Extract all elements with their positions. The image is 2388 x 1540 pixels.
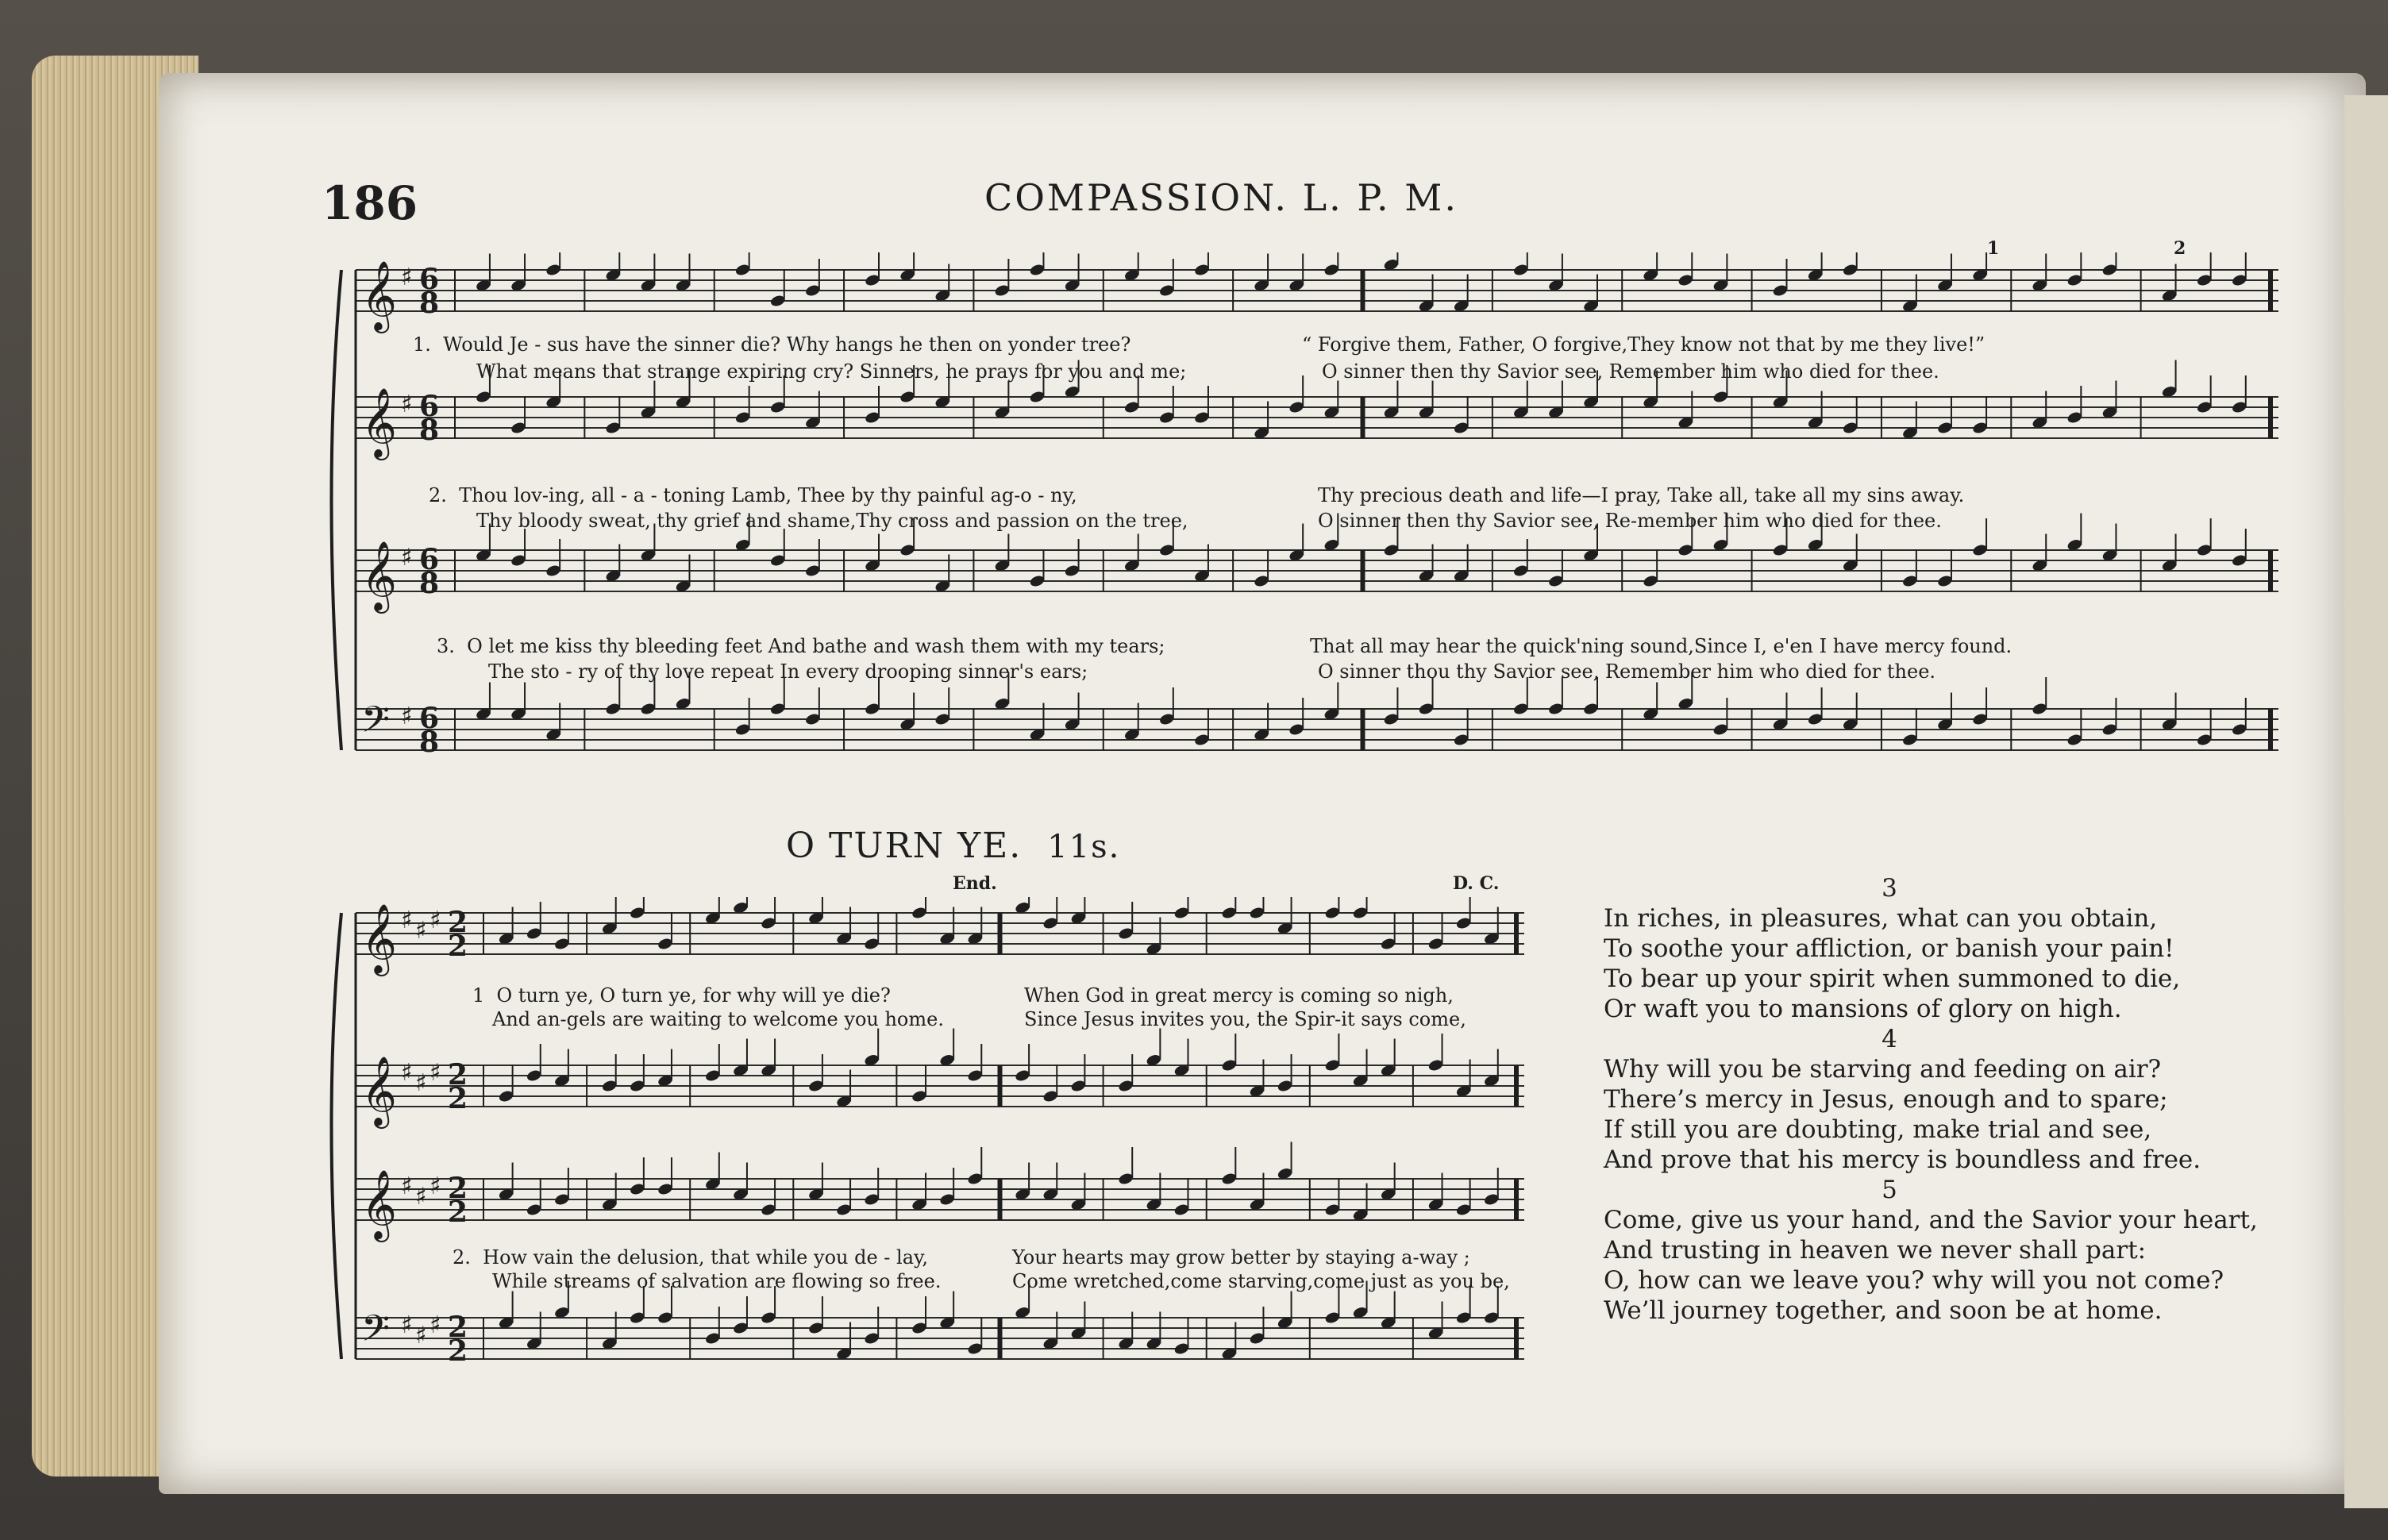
time-signature-bottom: 8	[419, 567, 440, 600]
time-signature-top: 2	[448, 1311, 468, 1344]
verse3-line1-b: That all may hear the quick'ning sound,Since I, e'en I have mercy found.	[1310, 635, 2012, 657]
sharp-icon: ♯	[401, 907, 413, 934]
sharp-icon: ♯	[401, 703, 413, 730]
music-staff	[356, 897, 1524, 976]
time-signature-bottom: 2	[448, 1334, 468, 1368]
time-signature-top: 6	[419, 390, 440, 423]
lyric-text: O turn ye, O turn ye, for why will ye die?	[496, 984, 891, 1007]
music-staff	[356, 672, 2278, 760]
verse-line: And trusting in heaven we never shall part:	[1604, 1236, 2147, 1265]
first-ending-mark: 1	[1987, 238, 2000, 259]
verse-line: We’ll journey together, and soon be at home.	[1604, 1296, 2163, 1325]
lyric-text: Would Je - sus have the sinner die? Why hangs he then on yonder tree?	[443, 333, 1131, 356]
time-signature-top: 2	[448, 906, 468, 939]
verse1-line1-b: “ Forgive them, Father, O forgive,They know not that by me they live!”	[1302, 333, 1986, 356]
verse-line: To soothe your affliction, or banish your pain!	[1604, 934, 2174, 963]
verse-number: 1.	[413, 333, 431, 356]
sharp-icon: ♯	[429, 1172, 441, 1200]
verse2-line2-a: Thy bloody sweat, thy grief and shame,Thy cross and passion on the tree,	[476, 510, 1188, 532]
dc-mark: D. C.	[1453, 873, 1500, 894]
music-staff	[356, 252, 2278, 333]
system-brace	[332, 913, 342, 1359]
verse-line: Why will you be starving and feeding on air?	[1604, 1055, 2162, 1084]
system-brace	[332, 270, 342, 750]
sharp-icon: ♯	[415, 1069, 427, 1097]
verse-number: 4	[1882, 1025, 1897, 1053]
verse-number: 5	[1882, 1176, 1897, 1204]
verse-line: To bear up your spirit when summoned to die,	[1604, 964, 2181, 993]
verse-number: 2.	[429, 484, 447, 506]
tune-title-compassion: COMPASSION. L. P. M.	[984, 176, 1458, 219]
treble-clef-icon: 𝄞	[361, 260, 397, 330]
verse-line: Come, give us your hand, and the Savior your heart,	[1604, 1206, 2258, 1234]
treble-clef-icon: 𝄞	[361, 387, 397, 457]
verse-line: O, how can we leave you? why will you not come?	[1604, 1266, 2224, 1295]
sharp-icon: ♯	[401, 544, 413, 572]
tune-name: O TURN YE.	[786, 826, 1023, 866]
bass-clef-icon: 𝄢	[361, 699, 391, 750]
treble-clef-icon: 𝄞	[361, 903, 397, 973]
verse1-line2-a: What means that strange expiring cry? Sinners, he prays for you and me;	[476, 360, 1187, 383]
lyric-text: O let me kiss thy bleeding feet And bathe and wash them with my tears;	[467, 635, 1165, 657]
verse3-line1-a	[437, 635, 1165, 657]
treble-clef-icon: 𝄞	[361, 1055, 397, 1126]
time-signature-top: 6	[419, 263, 440, 296]
time-signature-bottom: 8	[419, 726, 440, 759]
lyric-text: Thou lov-ing, all - a - toning Lamb, Thee by thy painful ag-o - ny,	[459, 484, 1077, 506]
verse-line: And prove that his mercy is boundless and free.	[1604, 1145, 2201, 1174]
time-signature-bottom: 2	[448, 1082, 468, 1115]
sharp-icon: ♯	[429, 907, 441, 934]
o-turn-ye-score	[318, 897, 1556, 1389]
verse-number: 3.	[437, 635, 455, 657]
verse-number: 3	[1882, 874, 1897, 903]
sharp-icon: ♯	[415, 1183, 427, 1211]
sharp-icon: ♯	[401, 264, 413, 291]
otury-line4-b: Come wretched,come starving,come just as you be,	[1012, 1270, 1510, 1292]
otury-line2-a: And an-gels are waiting to welcome you home.	[492, 1008, 944, 1030]
sharp-icon: ♯	[429, 1059, 441, 1087]
facing-page-edge	[2344, 95, 2388, 1508]
otury-line1-b: When God in great mercy is coming so nigh,	[1024, 984, 1454, 1007]
otury-line2-b: Since Jesus invites you, the Spir-it says come,	[1024, 1008, 1466, 1030]
time-signature-bottom: 8	[419, 414, 440, 447]
verse1-line1-a	[413, 333, 1130, 356]
treble-clef-icon: 𝄞	[361, 1168, 397, 1239]
verse-line: There’s mercy in Jesus, enough and to spare;	[1604, 1085, 2168, 1114]
sharp-icon: ♯	[401, 1311, 413, 1339]
verse-line: If still you are doubting, make trial and see,	[1604, 1115, 2152, 1144]
sharp-icon: ♯	[429, 1311, 441, 1339]
verse2-line1-a	[429, 484, 1077, 506]
page-number: 186	[322, 176, 418, 230]
time-signature-bottom: 8	[419, 287, 440, 320]
time-signature-bottom: 2	[448, 930, 468, 963]
time-signature-top: 6	[419, 543, 440, 576]
verse-number: 2.	[453, 1246, 471, 1269]
verse3-line2-a: The sto - ry of thy love repeat In every drooping sinner's ears;	[488, 660, 1088, 683]
verse2-line2-b: O sinner then thy Savior see, Re-member him who died for thee.	[1318, 510, 1942, 532]
meter-label: 11s.	[1047, 829, 1121, 865]
sharp-icon: ♯	[401, 1172, 413, 1200]
otury-line4-a: While streams of salvation are flowing so free.	[492, 1270, 942, 1292]
time-signature-top: 2	[448, 1058, 468, 1091]
sharp-icon: ♯	[401, 1059, 413, 1087]
verse-line: Or waft you to mansions of glory on high.	[1604, 995, 2122, 1023]
verse1-line2-b: O sinner then thy Savior see, Remember him who died for thee.	[1322, 360, 1939, 383]
music-staff	[356, 1281, 1524, 1369]
tune-title-o-turn-ye	[786, 826, 1120, 866]
sharp-icon: ♯	[415, 1322, 427, 1349]
time-signature-bottom: 2	[448, 1195, 468, 1229]
sharp-icon: ♯	[415, 917, 427, 945]
extra-verses	[1604, 873, 2258, 1326]
end-mark: End.	[953, 873, 997, 894]
verse3-line2-b: O sinner thou thy Savior see, Remember him who died for thee.	[1318, 660, 1936, 683]
otury-line1-a	[472, 984, 891, 1007]
time-signature-top: 6	[419, 702, 440, 735]
lyric-text: How vain the delusion, that while you de - lay,	[483, 1246, 929, 1269]
verse2-line1-b: Thy precious death and life—I pray, Take all, take all my sins away.	[1318, 484, 1965, 506]
sharp-icon: ♯	[401, 391, 413, 418]
time-signature-top: 2	[448, 1172, 468, 1205]
bass-clef-icon: 𝄢	[361, 1307, 391, 1359]
verse-line: In riches, in pleasures, what can you obtain,	[1604, 904, 2158, 933]
otury-line3-a	[453, 1246, 928, 1269]
music-staff	[356, 1142, 1524, 1243]
otury-line3-b: Your hearts may grow better by staying a-way ;	[1012, 1246, 1470, 1269]
verse-number: 1	[472, 984, 485, 1007]
second-ending-mark: 2	[2174, 238, 2186, 259]
treble-clef-icon: 𝄞	[361, 540, 397, 610]
music-staff	[356, 1029, 1524, 1130]
